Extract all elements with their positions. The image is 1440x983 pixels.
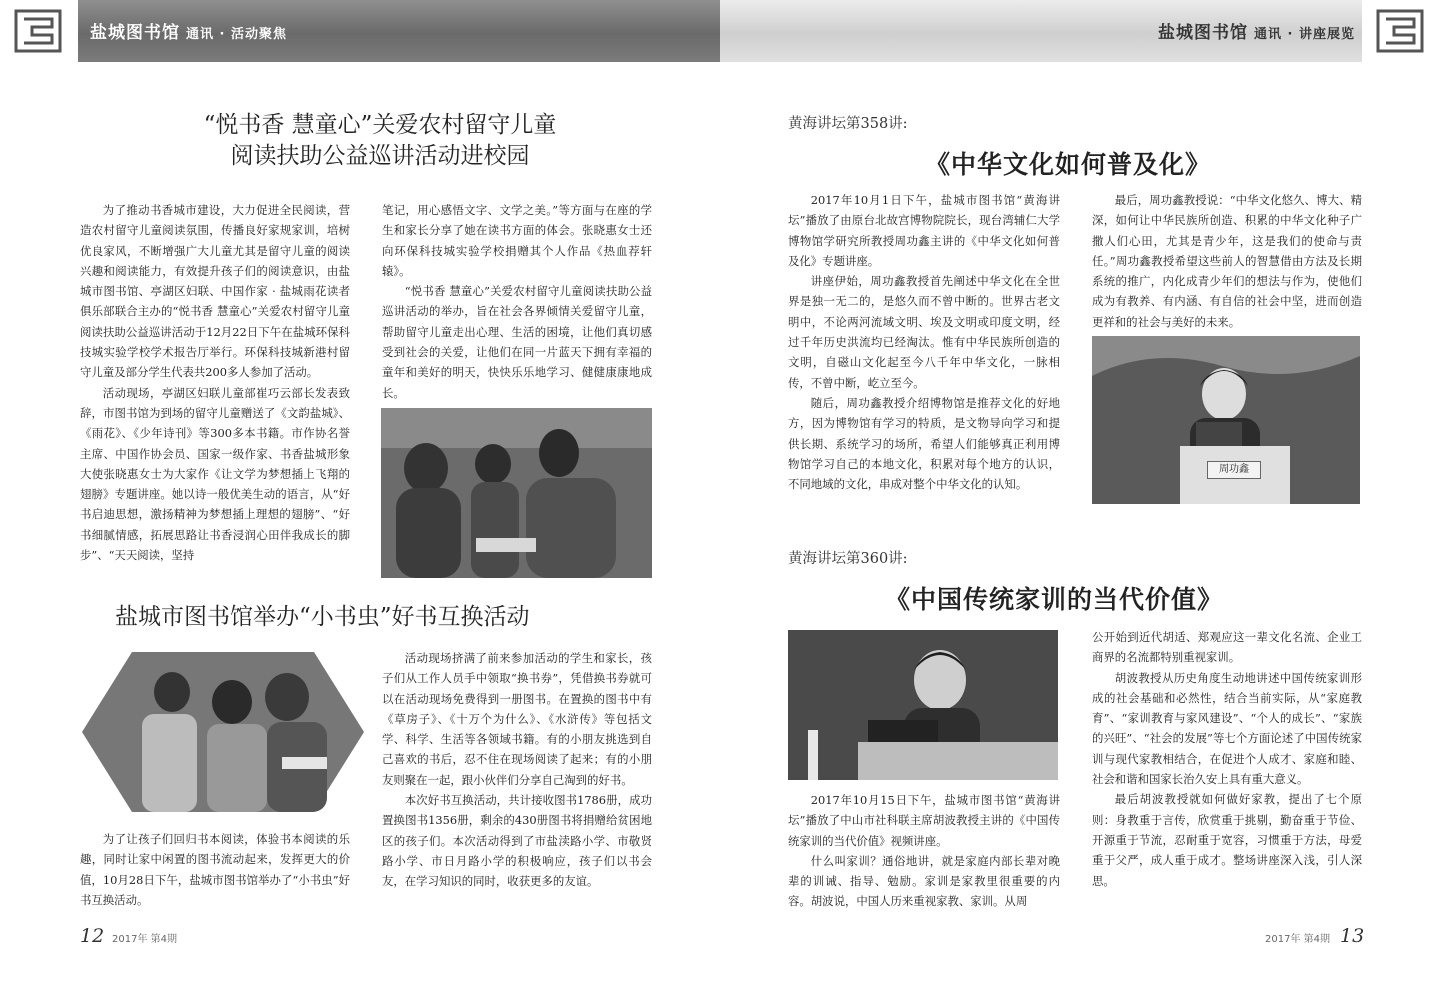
section-name: 通讯 · 活动聚焦 bbox=[186, 27, 287, 42]
brand-name: 盐城图书馆 bbox=[90, 23, 180, 43]
issue-label-left: 2017年 第4期 bbox=[112, 934, 177, 945]
article1-photo bbox=[381, 408, 652, 578]
article2-photo bbox=[82, 652, 364, 812]
article2-col2: 活动现场挤满了前来参加活动的学生和家长，孩子们从工作人员手中领取“换书券”，凭借换书券就可以在活动现场免费得到一册图书。在置换的图书中有《草房子》、《十万个为什么》、《水浒传》等包括文学、科学、生活等各领域书籍。有的小朋友挑选到自己喜欢的书后，忍不住在现场阅读了起来；有的小朋友则聚在一起，跟小伙伴们分享自己淘到的好书。 本次好书互换活动，共计接收图书1786册，成功置换图书1356册，剩余的430册图书将捐赠给贫困地区的孩子们。本次活动得到了市盐渎路小学、市敬贤路小学、市日月路小学的积极响应，孩子们以书会友，在学习知识的同时，收获更多的友谊。 bbox=[382, 651, 652, 889]
nameplate: 周功鑫 bbox=[1207, 461, 1261, 479]
article3-title: 《中华文化如何普及化》 bbox=[925, 150, 1212, 179]
article4-title: 《中国传统家训的当代价值》 bbox=[885, 585, 1224, 614]
article4-kicker: 黄海讲坛第360讲: bbox=[788, 551, 908, 567]
library-logo-icon bbox=[1362, 0, 1440, 62]
page-number-right: 13 bbox=[1340, 925, 1365, 947]
issue-label-right: 2017年 第4期 bbox=[1265, 934, 1330, 945]
article4-col1: 2017年10月15日下午，盐城市图书馆“黄海讲坛”播放了中山市社科联主席胡波教授主讲的《中国传统家训的当代价值》视频讲座。 什么叫家训？通俗地讲，就是家庭内部长辈对晚辈的训诫、指导、勉励。家训是家教里很重要的内容。胡波说，中国人历来重视家教、家训。从周 bbox=[788, 793, 1060, 909]
article4-col2: 公开始到近代胡适、郑观应这一辈文化名流、企业工商界的名流都特别重视家训。 胡波教授从历史角度生动地讲述中国传统家训形成的社会基础和必然性，结合当前实际，从“家庭教育”、“家训教育与家风建设”、“个人的成长”、“家族的兴旺”、“社会的发展”等七个方面论述了中国传统家训与现代家教相结合，在促进个人成才、家庭和睦、社会和谐和国家长治久安上具有重大意义。 最后胡波教授就如何做好家教，提出了七个原则：身教重于言传，欣赏重于挑剔，勤奋重于节俭、开源重于节流，忍耐重于宽容，习惯重于方法，母爱重于父严，成人重于成才。整场讲座深入浅，引人深思。 bbox=[1092, 630, 1362, 888]
article3-col2: 最后，周功鑫教授说：“中华文化悠久、博大、精深，如何让中华民族所创造、积累的中华文化种子广撒人们心田，尤其是青少年，这是我们的使命与责任。”周功鑫教授希望这些前人的智慧借由方法及长期系统的推广，内化成青少年们的想法与作为，使他们成为有教养、有内涵、有自信的社会中坚，进而创造更祥和的社会与美好的未来。 bbox=[1092, 193, 1362, 329]
section-name: 通讯 · 讲座展览 bbox=[1254, 27, 1355, 42]
brand-name: 盐城图书馆 bbox=[1158, 23, 1248, 43]
library-logo-icon bbox=[0, 0, 78, 62]
article1-col1: 为了推动书香城市建设，大力促进全民阅读，营造农村留守儿童阅读氛围，传播良好家规家训，培树优良家风，不断增强广大儿童尤其是留守儿童的阅读兴趣和阅读能力，有效提升孩子们的阅读意识，由盐城市图书馆、亭湖区妇联、中国作家 · 盐城雨花读者俱乐部联合主办的“悦书香 慧童心”关爱农村留守儿童阅读扶助公益巡讲活动于12月22日下午在盐城环保科技城实验学校学术报告厅举行。环保科技城新港村留守儿童及部分学生代表共200多人参加了活动。 活动现场，亭湖区妇联儿童部崔巧云部长发表致辞，市图书馆为到场的留守儿童赠送了《文韵盐城》、《雨花》、《少年诗刊》等300多本书籍。市作协名誉主席、中国作协会员、国家一级作家、书香盐城形象大使张晓惠女士为大家作《让文学为梦想插上飞翔的翅膀》专题讲座。她以诗一般优美生动的语言，从“好书启迪思想，激扬精神为梦想插上理想的翅膀”、“好书细腻情感，拓展思路让书香浸润心田伴我成长的脚步”、“天天阅读，坚持 bbox=[80, 203, 350, 563]
article1-col2: 笔记，用心感悟文字、文学之美。”等方面与在座的学生和家长分享了她在读书方面的体会。张晓惠女士还向环保科技城实验学校捐赠其个人作品《热血荐轩辕》。 “悦书香 慧童心”关爱农村留守儿童阅读扶助公益巡讲活动的举办，旨在社会各界倾情关爱留守儿童，帮助留守儿童走出心理、生活的困境，让他们真切感受到社会的关爱，让他们在同一片蓝天下拥有幸福的童年和美好的明天，快快乐乐地学习、健健康康地成长。 bbox=[382, 203, 652, 400]
page-number-left: 12 bbox=[80, 925, 105, 947]
article3-kicker: 黄海讲坛第358讲: bbox=[788, 116, 908, 132]
header-brand-right bbox=[1158, 18, 1355, 43]
article3-photo bbox=[1092, 336, 1360, 504]
article3-col1: 2017年10月1日下午，盐城市图书馆“黄海讲坛”播放了由原台北故宫博物院院长，现台湾辅仁大学博物馆学研究所教授周功鑫主讲的《中华文化如何普及化》专题讲座。 讲座伊始，周功鑫教授首先阐述中华文化在全世界是独一无二的，是悠久而不曾中断的。世界古老文明中，不论两河流域文明、埃及文明或印度文明，经过千年历史洪流均已经淘汰。惟有中华民族所创造的文明，自磁山文化起至今八千年中华文化，一脉相传，不曾中断，屹立至今。 随后，周功鑫教授介绍博物馆是推荐文化的好地方，因为博物馆有学习的特质，是文物导向学习和提供长期、系统学习的场所，希望人们能够真正利用博物馆学习自己的本地文化，积累对每个地方的认识，不同地域的文化，串成对整个中华文化的认知。 bbox=[788, 193, 1060, 492]
header-brand-left bbox=[90, 18, 287, 43]
article2-title: 盐城市图书馆举办“小书虫”好书互换活动 bbox=[115, 604, 530, 630]
article4-photo bbox=[788, 630, 1058, 780]
article1-title: “悦书香 慧童心”关爱农村留守儿童 阅读扶助公益巡讲活动进校园 bbox=[203, 112, 557, 169]
article2-col1: 为了让孩子们回归书本阅读，体验书本阅读的乐趣，同时让家中闲置的图书流动起来，发挥更大的价值，10月28日下午，盐城市图书馆举办了“小书虫”好书互换活动。 bbox=[80, 832, 350, 907]
